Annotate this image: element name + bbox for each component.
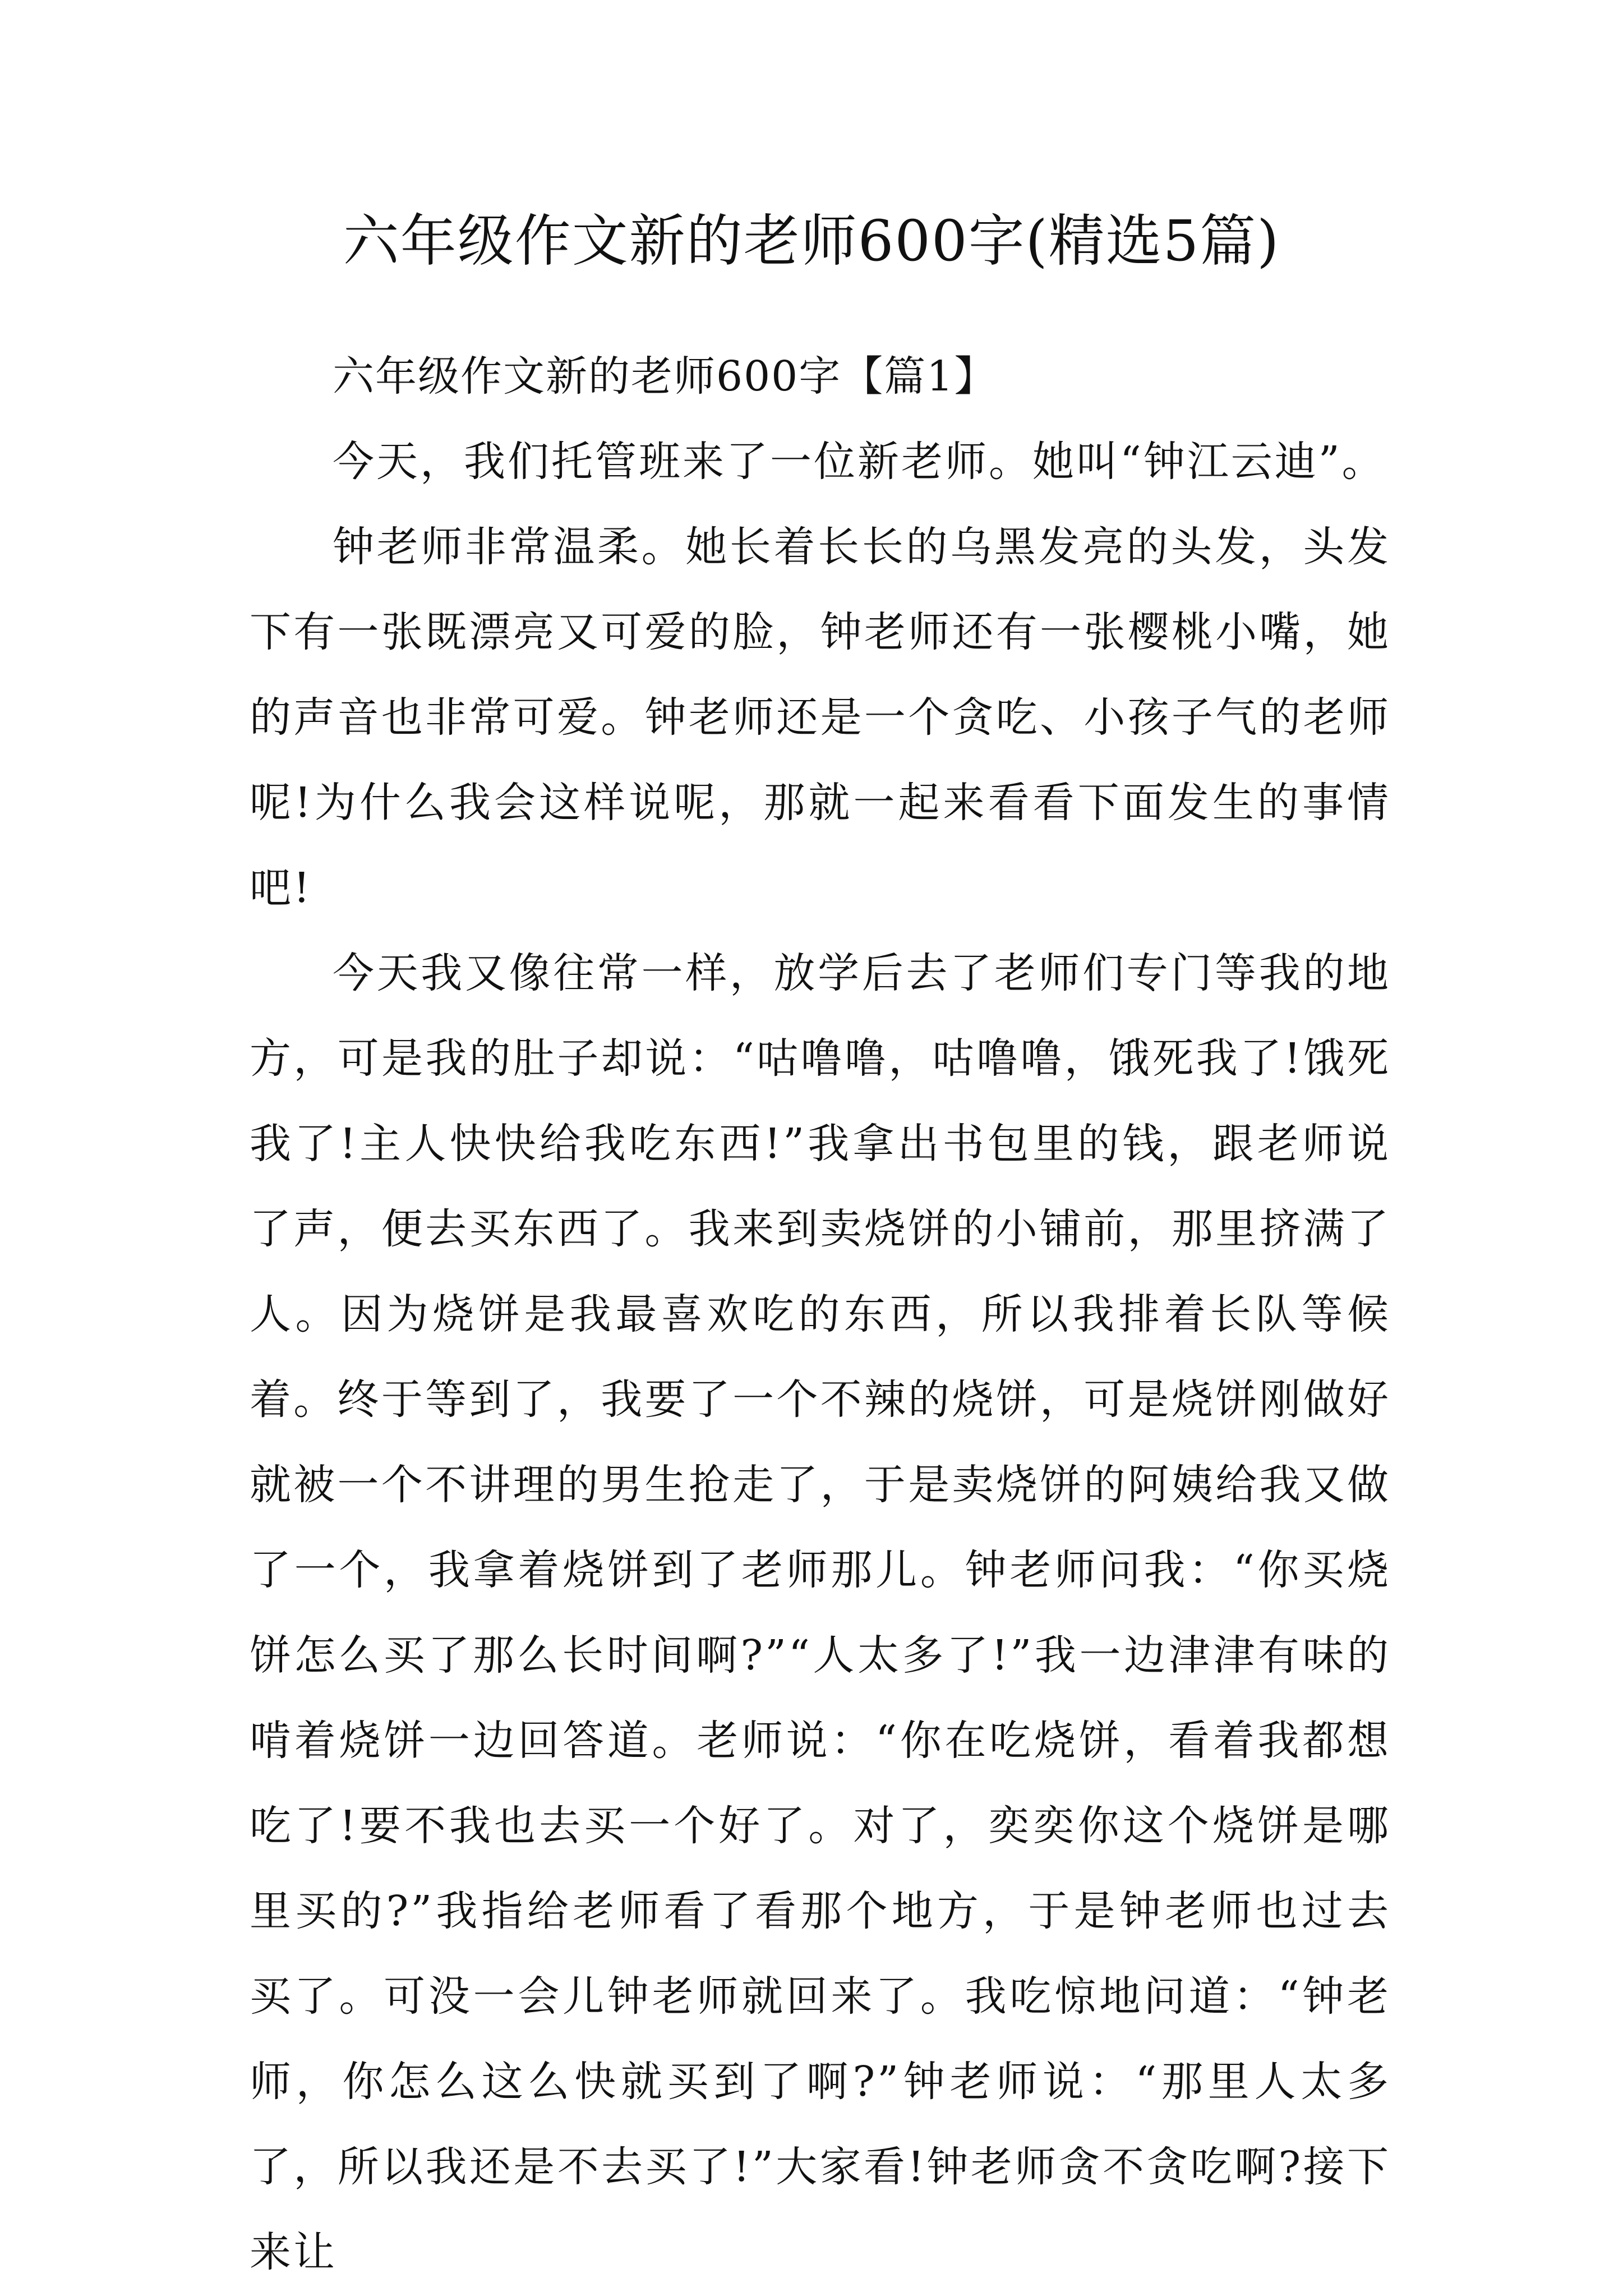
document-body <box>250 334 1391 2295</box>
paragraph: 今天，我们托管班来了一位新老师。她叫“钟江云迪”。 <box>333 438 1386 486</box>
paragraph: 钟老师非常温柔。她长着长长的乌黑发亮的头发，头发下有一张既漂亮又可爱的脸，钟老师还有一张樱桃小嘴，她的声音也非常可爱。钟老师还是一个贪吃、小孩子气的老师呢!为什么我会这样说呢，那就一起来看看下面发生的事情吧! <box>250 523 1391 912</box>
section-heading: 六年级作文新的老师600字【篇1】 <box>333 352 997 401</box>
document-title: 六年级作文新的老师600字(精选5篇) <box>343 208 1280 274</box>
paragraph: 今天我又像往常一样，放学后去了老师们专门等我的地方，可是我的肚子却说：“咕噜噜，咕噜噜，饿死我了!饿死我了!主人快快给我吃东西!”我拿出书包里的钱，跟老师说了声，便去买东西了。我来到卖烧饼的小铺前，那里挤满了人。因为烧饼是我最喜欢吃的东西，所以我排着长队等候着。终于等到了，我要了一个不辣的烧饼，可是烧饼刚做好就被一个不讲理的男生抢走了，于是卖烧饼的阿姨给我又做了一个，我拿着烧饼到了老师那儿。钟老师问我：“你买烧饼怎么买了那么长时间啊?”“人太多了!”我一边津津有味的啃着烧饼一边回答道。老师说：“你在吃烧饼，看着我都想吃了!要不我也去买一个好了。对了，奕奕你这个烧饼是哪里买的?”我指给老师看了看那个地方，于是钟老师也过去买了。可没一会儿钟老师就回来了。我吃惊地问道：“钟老师，你怎么这么快就买到了啊?”钟老师说：“那里人太多了，所以我还是不去买了!”大家看!钟老师贪不贪吃啊?接下来让 <box>250 949 1391 2276</box>
